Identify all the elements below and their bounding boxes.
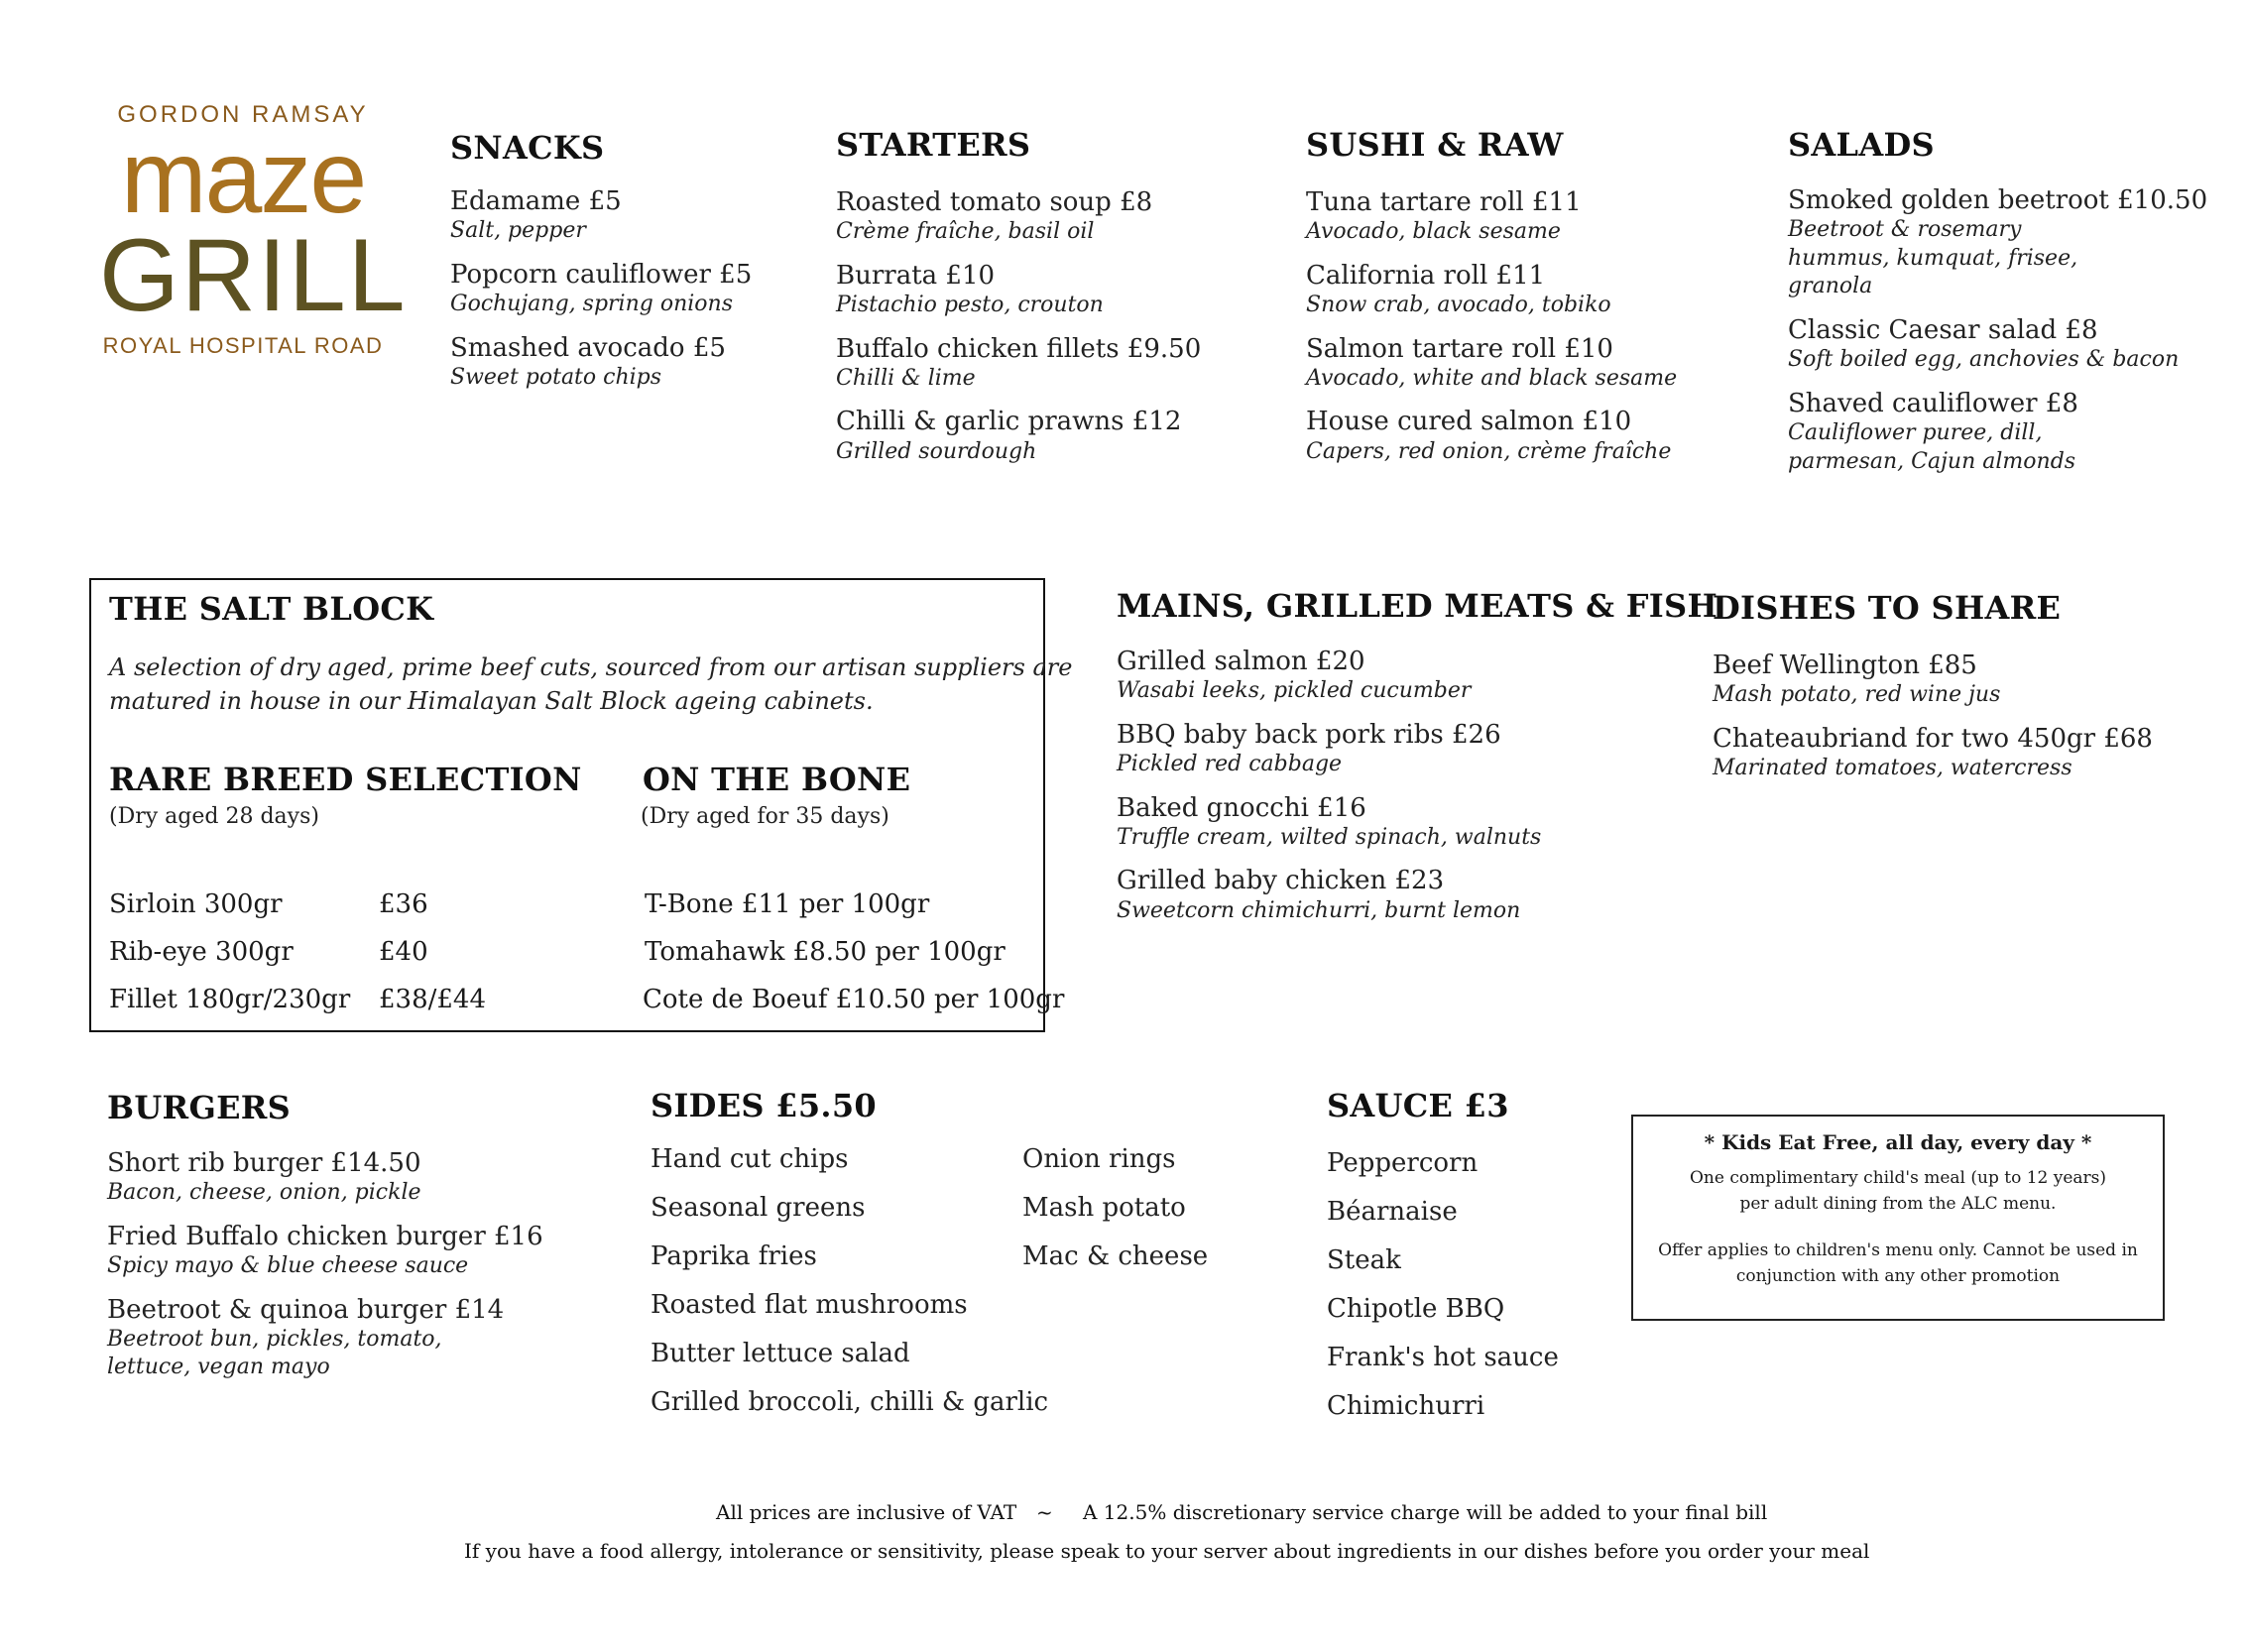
menu-item-name: California roll £11 [1306, 260, 1546, 291]
menu-item-name: Short rib burger £14.50 [107, 1148, 421, 1178]
sushi-section [1306, 126, 1722, 480]
side-item: Mac & cheese [1022, 1241, 1209, 1271]
sides-column-1 [651, 1144, 1048, 1436]
menu-item [836, 334, 1252, 394]
menu-item [836, 407, 1252, 466]
logo-maze-text: maze [120, 120, 366, 235]
sauce-item: Chipotle BBQ [1327, 1294, 1505, 1324]
menu-item-desc: Mash potato, red wine jus [1713, 682, 2001, 708]
sauce-title: SAUCE £3 [1327, 1087, 1509, 1124]
salt-block-intro-line: matured in house in our Himalayan Salt Block ageing cabinets. [109, 686, 874, 715]
menu-item [1306, 261, 1722, 320]
menu-item-name: Smashed avocado £5 [450, 332, 726, 363]
bone-cut: T-Bone £11 per 100gr [645, 889, 930, 919]
menu-item-name: Salmon tartare roll £10 [1306, 333, 1613, 364]
logo-grill-text: GRILL [99, 217, 408, 333]
rare-breed-subtitle: (Dry aged 28 days) [109, 804, 319, 829]
menu-item-desc: Wasabi leeks, pickled cucumber [1117, 678, 1472, 704]
bone-cut: Tomahawk £8.50 per 100gr [645, 937, 1006, 967]
side-item: Mash potato [1022, 1193, 1186, 1223]
menu-item-desc: Snow crab, avocado, tobiko [1306, 292, 1611, 317]
on-the-bone-subtitle: (Dry aged for 35 days) [641, 804, 889, 829]
menu-item-name: Edamame £5 [450, 186, 622, 216]
cut-name: Fillet 180gr/230gr [109, 985, 351, 1014]
sauce-item: Peppercorn [1327, 1148, 1479, 1178]
cut-price: £38/£44 [379, 985, 487, 1014]
sides-column-2 [1022, 1144, 1208, 1290]
menu-item [1117, 793, 1652, 853]
menu-item-name: Grilled salmon £20 [1117, 647, 1365, 676]
menu-item-desc: Gochujang, spring onions [450, 291, 733, 316]
sides-title: SIDES £5.50 [651, 1087, 877, 1124]
cut-price: £40 [379, 937, 428, 967]
burgers-section [107, 1089, 543, 1396]
menu-item [1788, 315, 2194, 375]
menu-item-desc: Grilled sourdough [836, 438, 1037, 464]
footer-service-charge: A 12.5% discretionary service charge will be added to your final bill [1083, 1500, 1768, 1524]
side-item: Grilled broccoli, chilli & garlic [651, 1387, 1049, 1417]
menu-item-desc: Capers, red onion, crème fraîche [1306, 438, 1672, 464]
menu-item-name: Baked gnocchi £16 [1117, 792, 1366, 823]
on-the-bone-title: ON THE BONE [643, 761, 911, 798]
restaurant-logo [99, 101, 408, 359]
menu-item [1117, 866, 1652, 925]
side-item: Paprika fries [651, 1241, 817, 1271]
menu-item-name: House cured salmon £10 [1306, 407, 1632, 437]
kids-line: One complimentary child's meal (up to 12 years) [1689, 1168, 2107, 1188]
starters-title: STARTERS [836, 126, 1031, 164]
menu-item [836, 261, 1252, 320]
salt-block-intro-line: A selection of dry aged, prime beef cuts, sourced from our artisan suppliers are [109, 653, 1073, 681]
salt-block-box [89, 578, 1073, 1032]
menu-item-name: Smoked golden beetroot £10.50 [1788, 185, 2208, 215]
menu-item-name: Popcorn cauliflower £5 [450, 259, 753, 290]
side-item: Roasted flat mushrooms [651, 1290, 968, 1320]
menu-item [1788, 185, 2208, 301]
sauce-item: Frank's hot sauce [1327, 1343, 1559, 1372]
sushi-title: SUSHI & RAW [1306, 126, 1564, 164]
mains-section [1117, 587, 1718, 939]
menu-item-desc: Truffle cream, wilted spinach, walnuts [1117, 824, 1542, 850]
menu-item-desc: Marinated tomatoes, watercress [1713, 755, 2072, 780]
menu-item [1713, 724, 2189, 783]
menu-item-name: Chateaubriand for two 450gr £68 [1713, 723, 2153, 754]
kids-line: conjunction with any other promotion [1735, 1265, 2061, 1286]
sauce-item: Chimichurri [1327, 1391, 1485, 1421]
cut-name: Rib-eye 300gr [109, 937, 294, 967]
menu-item [1788, 389, 2194, 476]
cut-price: £36 [379, 889, 428, 919]
menu-item [107, 1148, 524, 1208]
kids-title: * Kids Eat Free, all day, every day * [1704, 1130, 2092, 1154]
share-section [1713, 589, 2189, 797]
menu-item-desc: Pickled red cabbage [1117, 751, 1343, 776]
menu-item-desc: Pistachio pesto, crouton [836, 292, 1104, 317]
side-item: Hand cut chips [651, 1144, 849, 1174]
kids-line: Offer applies to children's menu only. Cannot be used in [1658, 1240, 2138, 1260]
menu-item-name: Shaved cauliflower £8 [1788, 388, 2078, 418]
share-title: DISHES TO SHARE [1713, 589, 2062, 627]
menu-item [1306, 187, 1722, 247]
menu-item-desc: Chilli & lime [836, 365, 976, 391]
menu-item-name: Buffalo chicken fillets £9.50 [836, 333, 1202, 364]
menu-item-desc: Soft boiled egg, anchovies & bacon [1788, 347, 2180, 373]
menu-item [450, 186, 807, 246]
menu-item-desc: Avocado, black sesame [1306, 219, 1561, 245]
salt-block-title: THE SALT BLOCK [109, 590, 434, 628]
menu-item-desc: Cauliflower puree, dill, parmesan, Cajun almonds [1788, 419, 2076, 474]
menu-item-name: Chilli & garlic prawns £12 [836, 407, 1182, 437]
kids-eat-free-box [1631, 1115, 2165, 1321]
sauce-section [1327, 1087, 1624, 1440]
menu-item-name: BBQ baby back pork ribs £26 [1117, 719, 1501, 750]
menu-item-desc: Sweet potato chips [450, 364, 662, 390]
snacks-title: SNACKS [450, 129, 605, 167]
cut-name: Sirloin 300gr [109, 889, 283, 919]
sauce-item: Steak [1327, 1245, 1401, 1275]
menu-item-desc: Bacon, cheese, onion, pickle [107, 1180, 421, 1206]
kids-line: per adult dining from the ALC menu. [1739, 1193, 2057, 1214]
menu-item-desc: Beetroot bun, pickles, tomato, lettuce, vegan mayo [107, 1326, 442, 1380]
menu-item [1306, 334, 1722, 394]
menu-item-desc: Crème fraîche, basil oil [836, 219, 1095, 245]
menu-item [836, 187, 1252, 247]
menu-item-desc: Sweetcorn chimichurri, burnt lemon [1117, 897, 1521, 923]
menu-item [107, 1295, 524, 1382]
menu-item [1306, 407, 1722, 466]
menu-item [1117, 647, 1652, 706]
salads-section [1788, 126, 2208, 490]
snacks-section [450, 129, 807, 406]
menu-item [1713, 650, 2189, 710]
footer-separator: ~ [1036, 1500, 1053, 1524]
sauce-item: Béarnaise [1327, 1197, 1458, 1227]
side-item: Butter lettuce salad [651, 1339, 910, 1368]
footer-vat: All prices are inclusive of VAT [716, 1500, 1017, 1524]
side-item: Onion rings [1022, 1144, 1176, 1174]
burgers-title: BURGERS [107, 1089, 292, 1126]
menu-item-desc: Salt, pepper [450, 218, 586, 244]
menu-item-name: Beetroot & quinoa burger £14 [107, 1294, 505, 1325]
menu-item [450, 333, 807, 393]
logo-bottom-text: ROYAL HOSPITAL ROAD [102, 332, 384, 358]
mains-title: MAINS, GRILLED MEATS & FISH [1117, 587, 1718, 625]
side-item: Seasonal greens [651, 1193, 866, 1223]
menu-item-name: Grilled baby chicken £23 [1117, 866, 1445, 896]
logo-top-text: GORDON RAMSAY [117, 101, 369, 128]
menu-item [1117, 720, 1652, 779]
menu-item-name: Fried Buffalo chicken burger £16 [107, 1221, 543, 1251]
rare-breed-title: RARE BREED SELECTION [109, 761, 582, 798]
starters-section [836, 126, 1252, 480]
menu-item [107, 1221, 543, 1281]
menu-item-desc: Spicy mayo & blue cheese sauce [107, 1252, 469, 1278]
menu-item-desc: Beetroot & rosemary hummus, kumquat, frisee, granola [1788, 217, 2078, 299]
sides-section [651, 1087, 1245, 1417]
salads-title: SALADS [1788, 126, 1935, 164]
salt-block-intro [109, 651, 1072, 718]
menu-item-name: Roasted tomato soup £8 [836, 187, 1153, 217]
menu-item-name: Beef Wellington £85 [1713, 650, 1977, 680]
menu-item-desc: Avocado, white and black sesame [1306, 365, 1678, 391]
menu-item [450, 260, 807, 319]
menu-item-name: Burrata £10 [836, 260, 996, 291]
bone-cut: Cote de Boeuf £10.50 per 100gr [643, 985, 1065, 1014]
menu-item-name: Classic Caesar salad £8 [1788, 314, 2098, 345]
menu-item-name: Tuna tartare roll £11 [1306, 187, 1582, 217]
footer-allergy: If you have a food allergy, intolerance or sensitivity, please speak to your server about ingredients in our dishes before you order your meal [464, 1539, 1870, 1563]
